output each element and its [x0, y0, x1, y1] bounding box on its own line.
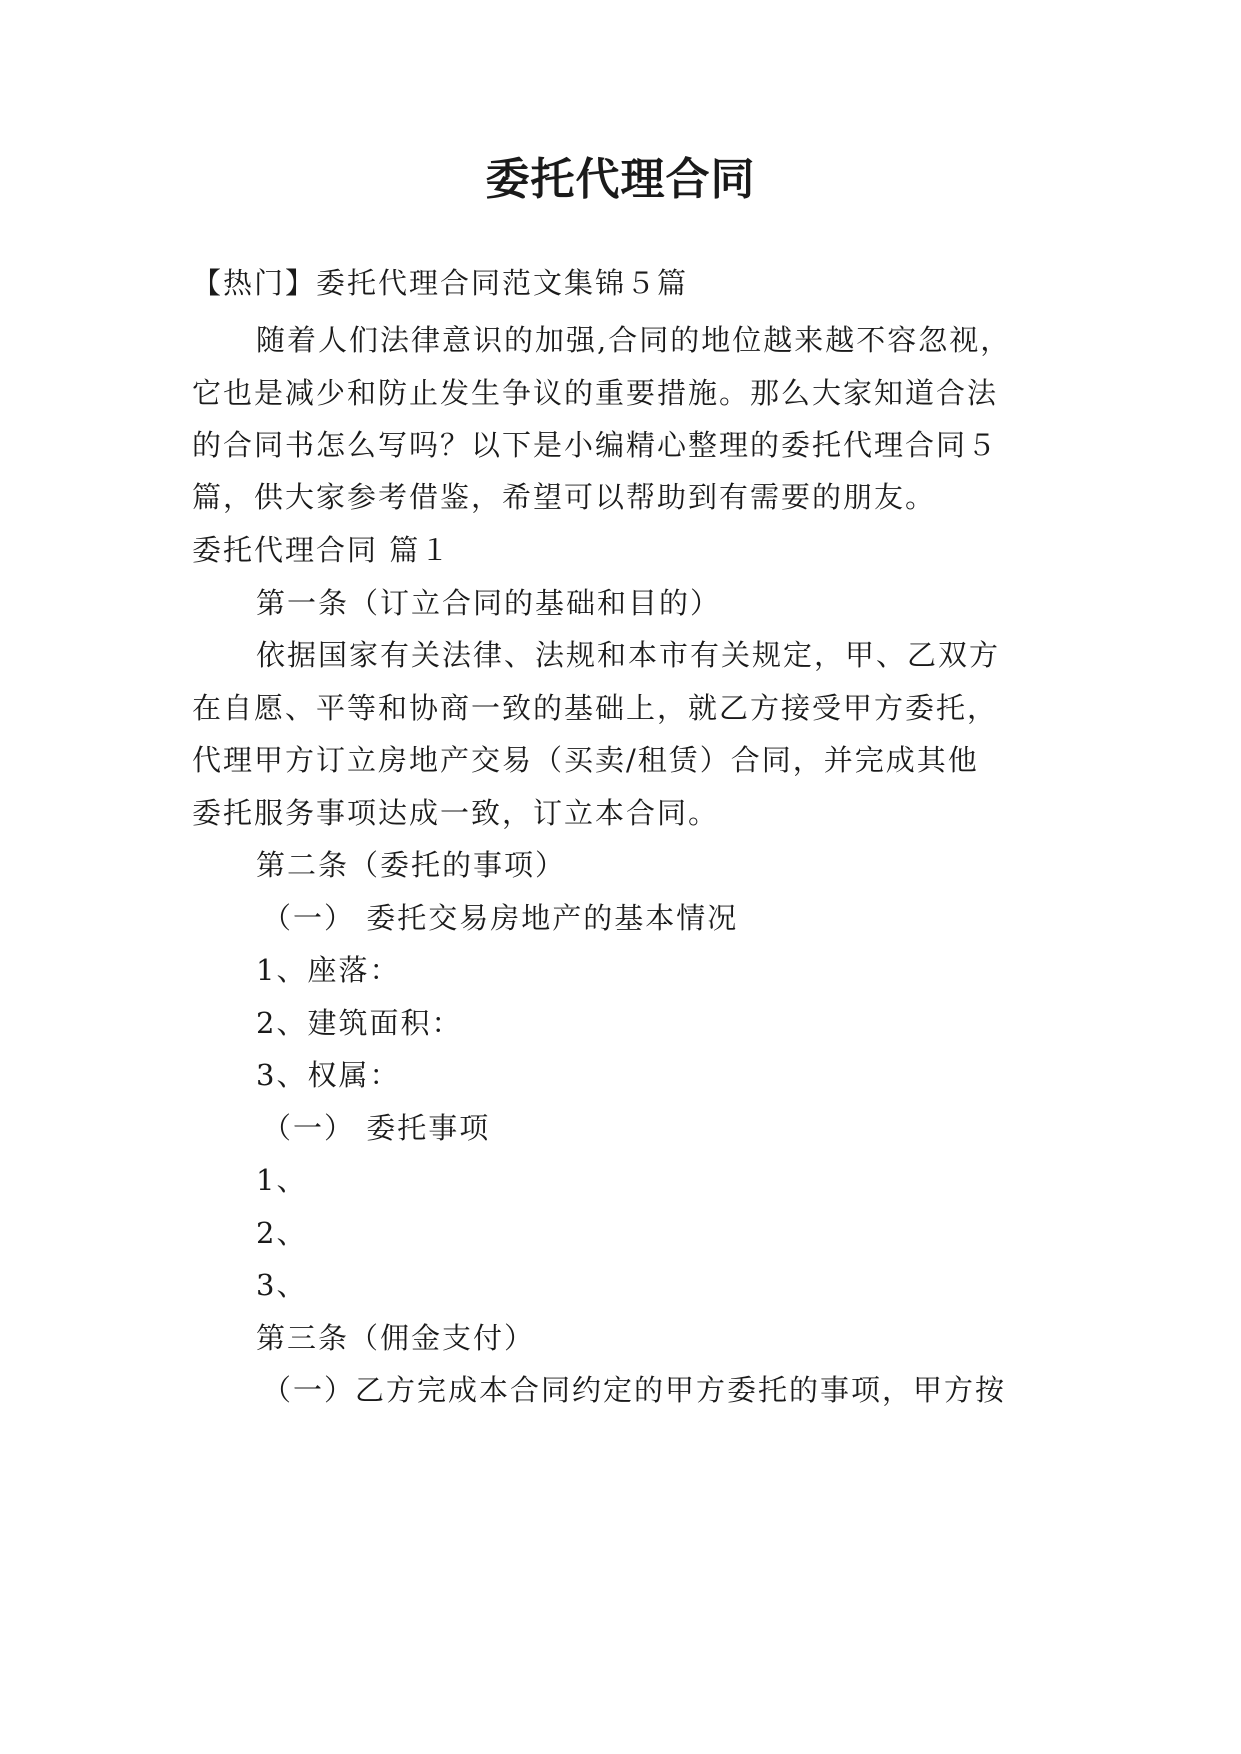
document-title: 委托代理合同 — [485, 154, 756, 205]
list-item: 3、权属： — [256, 1058, 401, 1092]
list-item: 1、 — [256, 1163, 308, 1197]
clause-line: （一） 委托交易房地产的基本情况 — [262, 901, 739, 935]
paragraph-line: 篇，供大家参考借鉴，希望可以帮助到有需要的朋友。 — [192, 480, 937, 514]
list-item: 2、 — [256, 1216, 308, 1250]
paragraph-line: 依据国家有关法律、法规和本市有关规定，甲、乙双方 — [256, 638, 1001, 672]
paragraph-line: 委托服务事项达成一致，订立本合同。 — [192, 796, 720, 830]
article-heading: 第二条（委托的事项） — [256, 848, 567, 882]
section-heading: 委托代理合同 篇１ — [192, 533, 452, 567]
paragraph-line: 在自愿、平等和协商一致的基础上，就乙方接受甲方委托， — [192, 691, 999, 725]
paragraph-line: 代理甲方订立房地产交易（买卖/租赁）合同，并完成其他 — [192, 743, 979, 777]
clause-line: （一） 委托事项 — [262, 1111, 491, 1145]
paragraph-line: 它也是减少和防止发生争议的重要措施。那么大家知道合法 — [192, 376, 999, 410]
list-item: 1、座落： — [256, 953, 401, 987]
article-heading: 第三条（佣金支付） — [256, 1321, 536, 1355]
clause-line: （一）乙方完成本合同约定的甲方委托的事项，甲方按 — [262, 1373, 1007, 1407]
article-heading: 第一条（订立合同的基础和目的） — [256, 586, 722, 620]
list-item: 3、 — [256, 1268, 308, 1302]
paragraph-line: 随着人们法律意识的加强,合同的地位越来越不容忽视， — [256, 323, 1012, 357]
list-item: 2、建筑面积： — [256, 1006, 463, 1040]
document-subtitle: 【热门】委托代理合同范文集锦５篇 — [192, 266, 689, 300]
paragraph-line: 的合同书怎么写吗？以下是小编精心整理的委托代理合同５ — [192, 428, 999, 462]
